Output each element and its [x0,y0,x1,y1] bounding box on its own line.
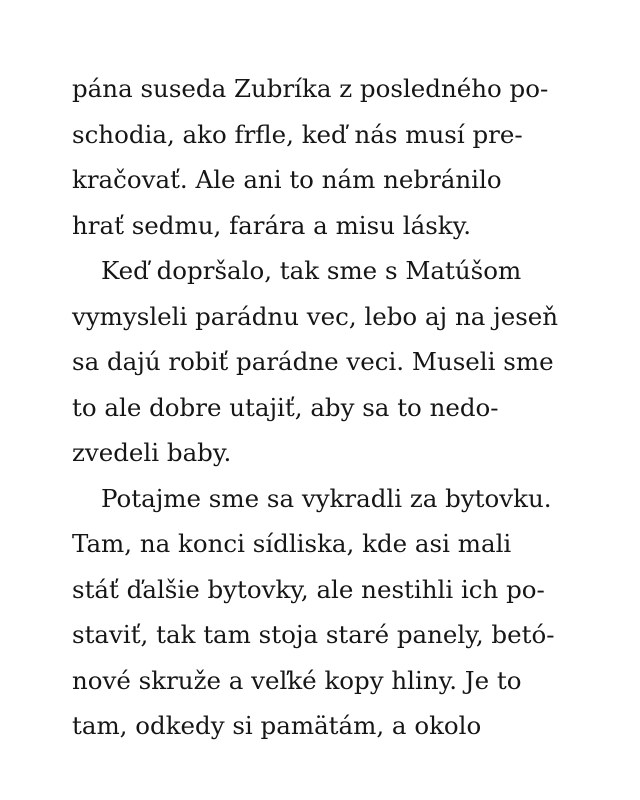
text-line: nové skruže a veľké kopy hliny. Je to [72,665,522,695]
text-line: hrať sedmu, farára a misu lásky. [72,210,472,240]
text-line: sa dajú robiť parádne veci. Museli sme [72,347,554,376]
text-line: stáť ďalšie bytovky, ale nestihli ich po- [72,574,545,604]
text-line: to ale dobre utajiť, aby sa to nedo- [72,392,499,422]
text-line: tam, odkedy si pamätám, a okolo [72,711,482,740]
text-line: schodia, ako frfle, keď nás musí pre- [72,119,523,149]
text-line: kračovať. Ale ani to nám nebránilo [72,165,502,194]
text-line: Tam, na konci sídliska, kde asi mali [72,529,512,558]
book-page-text [72,66,582,749]
text-line: pána suseda Zubríka z posledného po- [72,74,549,103]
paragraph-start-line: Potajme sme sa vykradli za bytovku. [101,483,552,513]
text-line: staviť, tak tam stoja staré panely, betó- [72,620,555,649]
paragraph-start-line: Keď dopršalo, tak sme s Matúšom [101,256,522,285]
text-line: zvedeli baby. [72,438,232,467]
text-line: vymysleli parádnu vec, lebo aj na jeseň [72,301,559,331]
